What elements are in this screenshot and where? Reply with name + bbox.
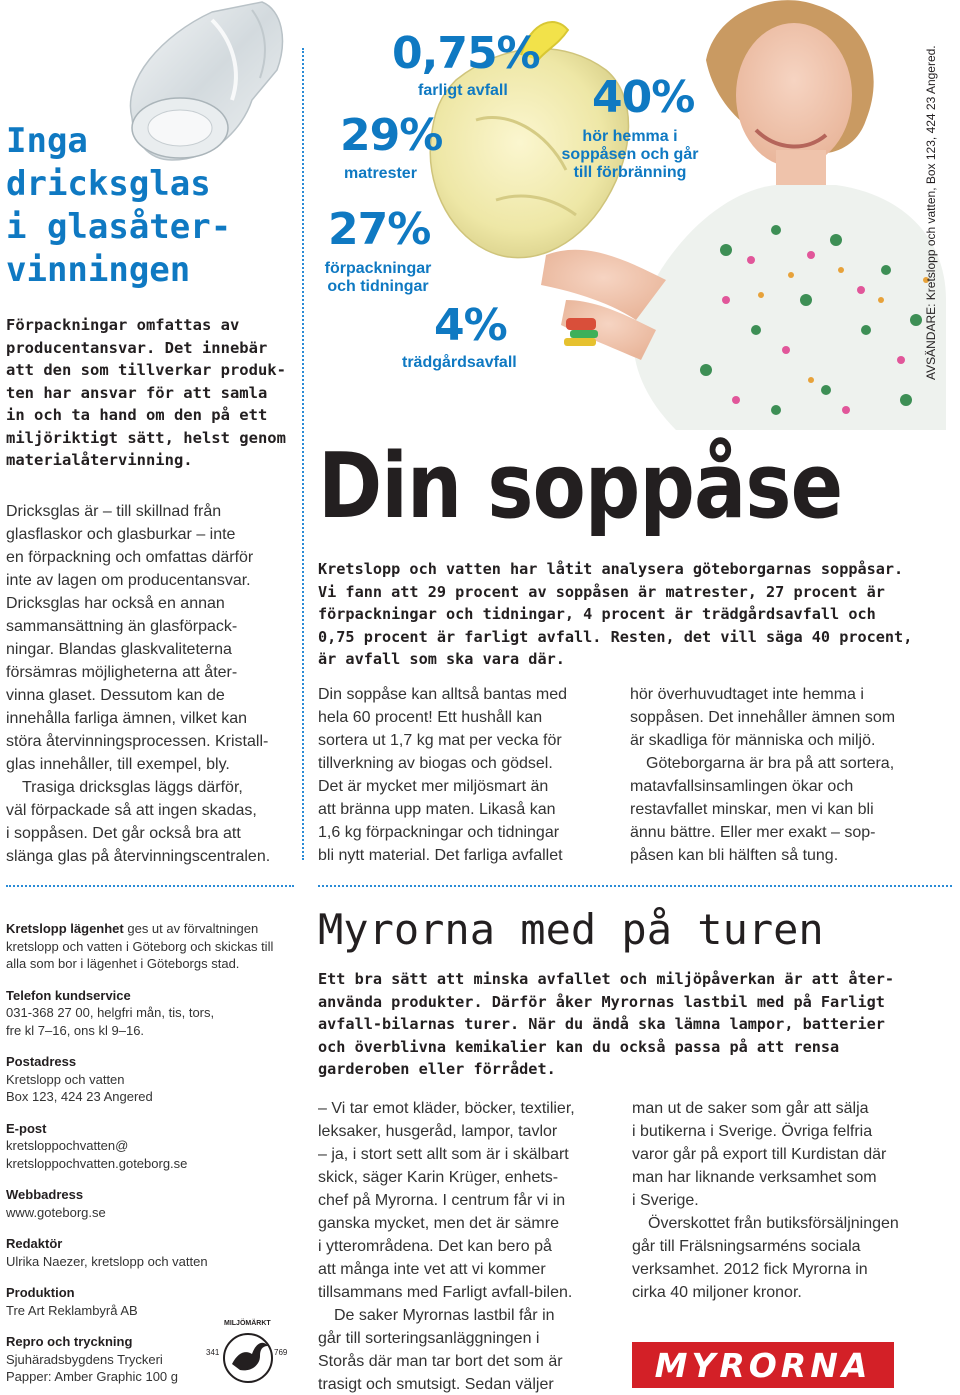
section-divider-left <box>6 885 294 887</box>
article-lead-din-soppase: Kretslopp och vatten har låtit analysera göteborgarnas soppåsar. Vi fann att 29 procent av soppåsen är matrester, 27 procent är förpackningar och tidningar, 4 procent är trädgårdsavfall och 0,75 procent är farligt avfall. Resten, det vill säga 40 procent, är avfall som ska vara där. <box>318 560 913 668</box>
stat-075-value: 0,75% <box>392 28 540 79</box>
info-block-postal: Postadress Kretslopp och vatten Box 123, 424 23 Angered <box>6 1054 153 1104</box>
article1-column-1: Din soppåse kan alltså bantas med hela 60 procent! Ett hushåll kan sortera ut 1,7 kg mat per vecka för tillverkning av biogas och gödsel. Det är mycket mer miljösmart än att bränna upp maten. Likaså kan 1,6 kg förpackningar och tidningar bli nytt material. Det farliga avfallet <box>318 686 568 864</box>
article-headline-din-soppase: Din soppåse <box>318 434 843 539</box>
article2-column-2: man ut de saker som går att sälja i butikerna i Sverige. Övriga felfria varor går på export till Kurdistan där man har liknande verksamhet som i Sverige. Överskottet från butiksförsäljningen går till Frälsningsarméns sociala verksamhet. 2012 fick Myrorna in cirka 40 miljoner kronor. <box>632 1100 899 1301</box>
info-intro-bold: Kretslopp lägenhet <box>6 921 124 936</box>
info-block-production: Produktion Tre Art Reklambyrå AB <box>6 1285 138 1318</box>
info-block-email: E-post kretsloppochvatten@ kretsloppochvatten.goteborg.se <box>6 1120 188 1171</box>
stat-075-label: farligt avfall <box>418 82 508 99</box>
myrorna-logo-text: MYRORNA <box>654 1345 872 1385</box>
sender-address: AVSÄNDARE: Kretslopp och vatten, Box 123, 424 23 Angered. <box>924 45 938 380</box>
info-block-phone: Telefon kundservice 031-368 27 00, helgfri mån, tis, tors, fre kl 7–16, ons kl 9–16. <box>6 987 215 1038</box>
stat-4-value: 4% <box>434 300 507 351</box>
stat-4-label: trädgårdsavfall <box>402 354 517 371</box>
left-article-lead: Förpackningar omfattas av producentansvar. Det innebär att den som tillverkar produk- ten har ansvar för att samla in och ta hand om den på ett miljöriktigt sätt, helst genom materialåtervinning. <box>6 316 286 469</box>
swan-number-left: 341 <box>206 1348 220 1357</box>
info-block-print: Repro och tryckning Sjuhäradsbygdens Tryckeri Papper: Amber Graphic 100 g <box>6 1334 178 1384</box>
section-divider-right <box>318 885 952 887</box>
article2-column-1: – Vi tar emot kläder, böcker, textilier, leksaker, husgeråd, lampor, tavlor – ja, i stort sett allt som är i skälbart skick, säger Karin Krüger, enhets- chef på Myrorna. I centrum får vi in ganska mycket, men det är sämre i ytterområdena. Det kan bero på att många inte vet att vi kommer tillsammans med Farligt avfall-bilen. De saker Myrornas lastbil får in går till sorteringsanläggningen i Storås där man tar bort det som är trasigt och smutsigt. Sedan väljer <box>318 1100 575 1393</box>
stat-40-label: hör hemma i soppåsen och går till förbränning <box>561 128 699 181</box>
stat-29-label: matrester <box>344 165 417 182</box>
left-article-body: Dricksglas är – till skillnad från glasflaskor och glasburkar – inte en förpackning och omfattas därför inte av lagen om producentansvar. Dricksglas har också en annan sammansättning än glasförpack- ningar. Blandas glaskvaliteterna försämras möjligheterna att åter- vinna glaset. Dessutom kan de innehålla farliga ämnen, vilket kan störa återvinningsprocessen. Kristall- glas innehåller, till exempel, bly. Trasiga dricksglas läggs därför, väl förpackade så att ingen skadas, i soppåsen. Det går också bra att slänga glas på återvinningscentralen. <box>6 503 271 865</box>
info-intro-text: ges ut av förvaltningen kretslopp och vatten i Göteborg och skickas till alla som bor i lägenhet i Göteborgs stad. <box>6 921 274 971</box>
article-headline-myrorna: Myrorna med på turen <box>318 905 824 954</box>
info-block-editor: Redaktör Ulrika Naezer, kretslopp och vatten <box>6 1236 208 1269</box>
nordic-swan-ecolabel-icon <box>206 1322 290 1386</box>
myrorna-logo <box>632 1342 894 1388</box>
article1-column-2: hör överhuvudtaget inte hemma i soppåsen. Det innehåller ämnen som är skadliga för människa och miljö. Göteborgarna är bra på att sortera, matavfallsinsamlingen ökar och restavfallet minskar, men vi kan bli ännu bättre. Eller mer exakt – sop- påsen kan bli hälften så tung. <box>630 686 896 864</box>
stat-27-value: 27% <box>328 204 431 255</box>
stat-27-label: förpackningar och tidningar <box>324 260 432 295</box>
article-lead-myrorna: Ett bra sätt att minska avfallet och miljöpåverkan är att åter- använda produkter. Därför åker Myrornas lastbil med på Farligt avfall-bilarnas turer. När du ändå ska lämna lampor, batterier och överblivna kemikalier kan du också passa på att rensa garderoben eller förrådet. <box>318 970 895 1078</box>
stat-40-value: 40% <box>592 72 695 123</box>
column-divider <box>302 48 304 860</box>
swan-label: MILJÖMÄRKT <box>224 1320 271 1327</box>
info-block-web: Webbadress www.goteborg.se <box>6 1187 106 1220</box>
left-article-title: Inga dricksglas i glasåter- vinningen <box>6 121 232 290</box>
swan-number-right: 769 <box>274 1348 288 1357</box>
stat-29-value: 29% <box>340 110 443 161</box>
